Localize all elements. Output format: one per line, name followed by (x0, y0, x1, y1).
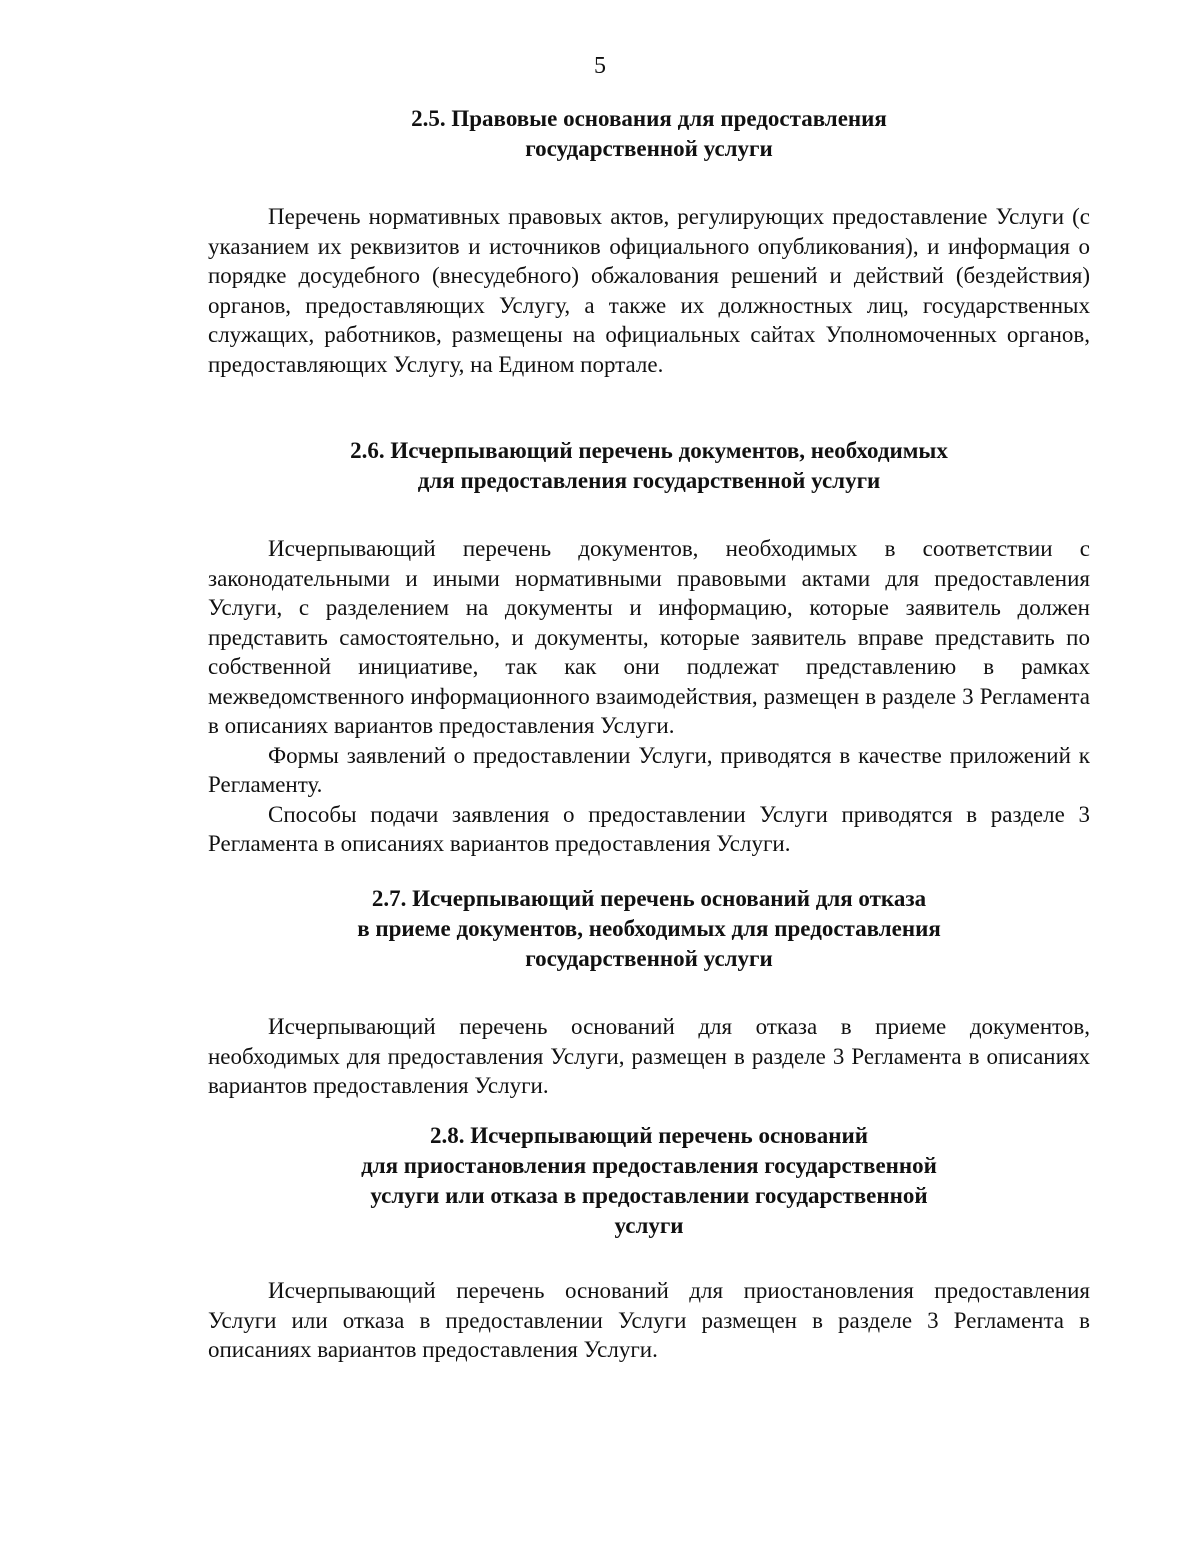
section-2-5 (208, 104, 1090, 379)
heading-line: услуги (614, 1213, 684, 1238)
section-heading (208, 1121, 1090, 1241)
heading-line: 2.8. Исчерпывающий перечень оснований (429, 1123, 869, 1148)
paragraph: Перечень нормативных правовых актов, регулирующих предоставление Услуги (с указанием их реквизитов и источников официального опубликования), и информация о порядке досудебного (внесудебного) обжалования решений и действий (бездействия) органов, предоставляющих Услугу, а также их должностных лиц, государственных служащих, работников, размещены на официальных сайтах Уполномоченных органов, предоставляющих Услугу, на Едином портале. (208, 204, 1090, 377)
section-2-8 (208, 1121, 1090, 1365)
section-body (208, 202, 1090, 379)
section-body (208, 1012, 1090, 1101)
section-heading (208, 884, 1090, 974)
section-2-6 (208, 436, 1090, 859)
heading-line: в приеме документов, необходимых для предоставления (357, 916, 941, 941)
heading-line: 2.5. Правовые основания для предоставления (411, 106, 887, 131)
heading-line: для приостановления предоставления государственной (361, 1153, 937, 1178)
section-2-7 (208, 884, 1090, 1101)
section-heading (208, 104, 1090, 164)
paragraph: Способы подачи заявления о предоставлении Услуги приводятся в разделе 3 Регламента в описаниях вариантов предоставления Услуги. (208, 801, 1090, 856)
paragraph: Формы заявлений о предоставлении Услуги, приводятся в качестве приложений к Регламенту. (208, 742, 1090, 797)
heading-line: для предоставления государственной услуги (417, 468, 881, 493)
section-body (208, 1276, 1090, 1365)
section-heading (208, 436, 1090, 496)
paragraph: Исчерпывающий перечень документов, необходимых в соответствии с законодательными и иными нормативными правовыми актами для предоставления Услуги, с разделением на документы и информацию, которые заявитель должен представить самостоятельно, и документы, которые заявитель вправе представить по собственной инициативе, так как они подлежат представлению в рамках межведомственного информационного взаимодействия, размещен в разделе 3 Регламента в описаниях вариантов предоставления Услуги. (208, 536, 1090, 738)
heading-line: государственной услуги (525, 946, 773, 971)
heading-line: услуги или отказа в предоставлении государственной (370, 1183, 928, 1208)
section-body (208, 534, 1090, 859)
heading-line: 2.7. Исчерпывающий перечень оснований для отказа (371, 886, 927, 911)
paragraph: Исчерпывающий перечень оснований для отказа в приеме документов, необходимых для предоставления Услуги, размещен в разделе 3 Регламента в описаниях вариантов предоставления Услуги. (208, 1014, 1090, 1098)
heading-line: 2.6. Исчерпывающий перечень документов, необходимых (350, 438, 948, 463)
paragraph: Исчерпывающий перечень оснований для приостановления предоставления Услуги или отказа в предоставлении Услуги размещен в разделе 3 Регламента в описаниях вариантов предоставления Услуги. (208, 1278, 1090, 1362)
page-number: 5 (594, 53, 606, 79)
heading-line: государственной услуги (525, 136, 773, 161)
